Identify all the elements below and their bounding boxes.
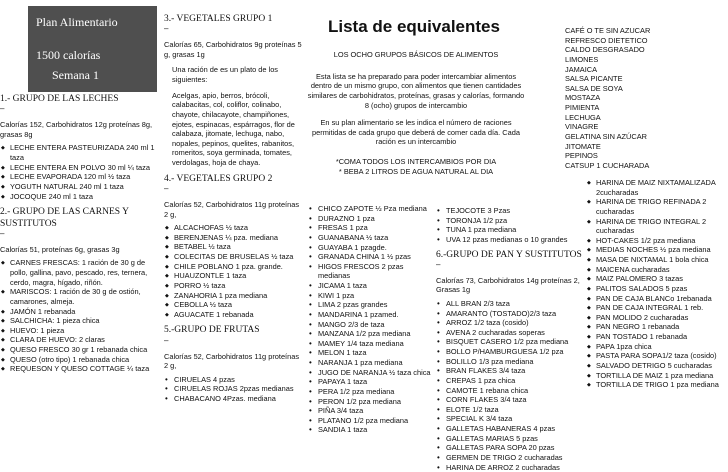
section-heading-pan: 6.-GRUPO DE PAN Y SUSTITUTOS [436, 249, 582, 260]
list-item: ◆ MAICENA cucharadas [586, 265, 726, 275]
list-item: • PLATANO 1/2 pza mediana [308, 416, 432, 426]
list-item: ◆ SALVADO DETRIGO 5 cucharadas [586, 361, 726, 371]
list-item: • PAPAYA 1 taza [308, 377, 432, 387]
carnes-list [0, 258, 160, 374]
list-item: ◆ PASTA PARA SOPA1/2 taza (cosido) [586, 351, 726, 361]
list-item: ◆ BETABEL ½ taza [164, 242, 304, 252]
list-item: ◆ CLARA DE HUEVO: 2 claras [0, 335, 160, 345]
list-item: • TUNA 1 pza mediana [436, 225, 584, 235]
list-item: ◆ PAN DE CAJA BLANCo 1rebanada [586, 294, 726, 304]
plan-calories: 1500 calorías [36, 48, 101, 62]
list-item: • CIRUELAS 4 pzas [164, 375, 304, 385]
list-item: CATSUP 1 CUCHARADA [565, 160, 650, 170]
pan-nutrition: Calorías 73, Carbohidratos 14g proteínas 2, Grasas 1g [436, 275, 580, 295]
list-item: • ALL BRAN 2/3 taza [436, 299, 584, 309]
frutas-nutrition: Calorías 52, Carbohidratos 11g proteínas 2 g, [164, 351, 300, 371]
frutas-list-c [436, 206, 584, 245]
list-item: • BOLILLO 1/3 pza mediana [436, 357, 584, 367]
list-item: ◆ HARINA DE MAIZ NIXTAMALIZADA 2cucharadas [586, 178, 726, 197]
list-item: • ARROZ 1/2 taza (cosido) [436, 318, 584, 328]
list-item: MOSTAZA [565, 93, 601, 103]
list-item: • LIMA 2 pzas grandes [308, 300, 432, 310]
leches-list [0, 143, 160, 201]
pan-list-continued [586, 178, 726, 390]
list-item: ◆ MEDIAS NOCHES ½ pza mediana [586, 245, 726, 255]
list-item: ◆ HOT-CAKES 1/2 pza mediana [586, 236, 726, 246]
list-item: ◆ PAN NEGRO 1 rebanada [586, 322, 726, 332]
list-item: • MANZANA 1/2 pza mediana [308, 329, 432, 339]
leches-nutrition: Calorías 152, Carbohidratos 12g proteínas 8g, grasas 8g [0, 120, 153, 139]
list-item: ◆ REQUESON Y QUESO COTTAGE ¼ taza [0, 364, 160, 374]
list-item: • CREPAS 1 pza chica [436, 376, 584, 386]
page-title: Lista de equivalentes [328, 17, 500, 36]
list-item: • KIWI 1 pza [308, 291, 432, 301]
list-item: ◆ HUAUZONTLE 1 taza [164, 271, 304, 281]
frutas-list-b [308, 204, 432, 435]
column-4 [436, 206, 584, 472]
frutas-list-a [164, 375, 304, 404]
list-item: REFRESCO DIETETICO [565, 35, 648, 45]
section-heading-leches: 1.- GRUPO DE LAS LECHES [0, 94, 119, 104]
list-item: • BRAN FLAKES 3/4 taza [436, 366, 584, 376]
section-dash: – [164, 24, 169, 34]
list-item: • NARANJA 1 pza mediana [308, 358, 432, 368]
section-heading-carnes: 2.- GRUPO DE LAS CARNES Y SUSTITUTOS [0, 207, 129, 229]
list-item: • FRESAS 1 pza [308, 223, 432, 233]
vegetales1-list: Acelgas, apio, berros, brócoli, calabacitas, col, coliflor, colinabo, chayote, chilacayote, champiñones, ejotes, espinacas, espárragos, flor de calabaza, jitomate, lechuga, nabo, nopales, pepinos, quelites, rabanitos, romeritos, soya germinada, tomates, verdolagas, hoja de chaya. [172, 90, 295, 168]
list-item: • CAMOTE 1 rebana chica [436, 386, 584, 396]
list-item: • GALLETAS PARA SOPA 20 pzas [436, 443, 584, 453]
list-item: • CHABACANO 4Pzas. mediana [164, 394, 304, 404]
list-item: GELATINA SIN AZÚCAR [565, 131, 647, 141]
list-item: • GALLETAS MARIAS 5 pzas [436, 434, 584, 444]
list-item: ◆ COLECITAS DE BRUSELAS ½ taza [164, 252, 304, 262]
list-item: • DURAZNO 1 pza [308, 214, 432, 224]
list-item: ◆ PAN MOLIDO 2 cucharadas [586, 313, 726, 323]
column-5 [586, 178, 726, 472]
list-item: ◆ ALCACHOFAS ½ taza [164, 223, 304, 233]
list-item: • GERMEN DE TRIGO 2 cucharadas [436, 453, 584, 463]
list-item: ◆ TORTILLA DE MAIZ 1 pza mediana [586, 371, 726, 381]
intro-paragraph-1: Esta lista se ha preparado para poder intercambiar alimentos dentro de un mismo grupo, con alimentos que tienen cantidades similares de carbohidratos, proteínas, grasas y calorías, formando 8 (ocho) grupos de intercambio [307, 71, 525, 110]
list-item: ◆ CHILE POBLANO 1 pza. grande. [164, 262, 304, 272]
list-item: ◆ YOGUTH NATURAL 240 ml 1 taza [0, 182, 160, 192]
list-item: ◆ LECHE ENTERA PASTEURIZADA 240 ml 1 taza [0, 143, 160, 162]
vegetales1-nutrition: Calorías 65, Carbohidratos 9g proteínas 5 g, grasas 1g [164, 40, 302, 59]
list-item: ◆ MARISCOS: 1 ración de 30 g de ostión, camarones, almeja. [0, 287, 160, 306]
section-heading-vegetales-1: 3.- VEGETALES GRUPO 1 [164, 14, 273, 24]
list-item: • PIÑA 3/4 taza [308, 406, 432, 416]
list-item: • GALLETAS HABANERAS 4 pzas [436, 424, 584, 434]
list-item: PEPINOS [565, 151, 598, 161]
list-item: LIMONES [565, 54, 599, 64]
list-item: ◆ HARINA DE TRIGO INTEGRAL 2 cucharadas [586, 217, 726, 236]
plan-title: Plan Alimentario [36, 15, 118, 29]
list-item: ◆ MAIZ PALOMERO 3 tazas [586, 274, 726, 284]
list-item: SALSA PICANTE [565, 74, 623, 84]
section-dash: – [164, 184, 169, 194]
vegetales2-nutrition: Calorías 52, Carbohidratos 11g proteínas 2 g, [164, 199, 300, 219]
free-foods-list [565, 26, 725, 174]
plan-week: Semana 1 [52, 68, 99, 82]
section-dash: – [436, 259, 441, 269]
list-item: • MAMEY 1/4 taza mediana [308, 339, 432, 349]
list-item: • MANGO 2/3 de taza [308, 320, 432, 330]
section-dash: – [0, 228, 5, 238]
list-item: JAMAICA [565, 64, 598, 74]
list-item: • SPECIAL K 3/4 taza [436, 414, 584, 424]
list-item: ◆ LECHE EVAPORADA 120 ml ½ taza [0, 172, 160, 182]
pan-list [436, 299, 584, 472]
column-1 [0, 94, 160, 472]
list-item: CAFÉ O TE SIN AZUCAR [565, 26, 651, 35]
vegetales2-list [164, 223, 304, 319]
list-item: ◆ BERENJENAS ¼ pza. mediana [164, 233, 304, 243]
list-item: • SANDIA 1 taza [308, 425, 432, 435]
list-item: • ELOTE 1/2 taza [436, 405, 584, 415]
list-item: ◆ LECHE ENTERA EN POLVO 30 ml ¼ taza [0, 163, 160, 173]
list-item: • GUAYABA 1 pzagde. [308, 243, 432, 253]
list-item: ◆ CEBOLLA ½ taza [164, 300, 304, 310]
list-item: ◆ QUESO (otro tipo) 1 rebanada chica [0, 355, 160, 365]
list-item: • HIGOS FRESCOS 2 pzas medianas [308, 262, 432, 281]
list-item: ◆ MASA DE NIXTAMAL 1 bola chica [586, 255, 726, 265]
list-item: • TEJOCOTE 3 Pzas [436, 206, 584, 216]
list-item: VINAGRE [565, 122, 599, 132]
list-item: ◆ AGUACATE 1 rebanada [164, 310, 304, 320]
list-item: • CIRUELAS ROJAS 2pzas medianas [164, 384, 304, 394]
list-item: • MANDARINA 1 pzamed. [308, 310, 432, 320]
intro-note-1: *COMA TODOS LOS INTERCAMBIOS POR DIA [335, 157, 497, 166]
list-item: ◆ TORTILLA DE TRIGO 1 pza mediana [586, 380, 726, 390]
list-item: ◆ SALCHICHA: 1 pieza chica [0, 316, 160, 326]
carnes-nutrition: Calorías 51, proteínas 6g, grasas 3g [0, 244, 120, 254]
list-item: ◆ PALITOS SALADOS 5 pzas [586, 284, 726, 294]
list-item: • GUANABANA ½ taza [308, 233, 432, 243]
column-2 [164, 14, 304, 472]
list-item: ◆ PORRO ½ taza [164, 281, 304, 291]
list-item: • AMARANTO (TOSTADO)2/3 taza [436, 309, 584, 319]
list-item: ◆ QUESO FRESCO 30 gr 1 rebanada chica [0, 345, 160, 355]
list-item: • GRANADA CHINA 1 ½ pzas [308, 252, 432, 262]
list-item: ◆ HUEVO: 1 pieza [0, 326, 160, 336]
intro-note-2: * BEBA 2 LITROS DE AGUA NATURAL AL DIA [338, 166, 494, 176]
list-item: • PERON 1/2 pza mediana [308, 397, 432, 407]
intro-subtitle: LOS OCHO GRUPOS BÁSICOS DE ALIMENTOS [333, 50, 499, 59]
list-item: ◆ ZANAHORIA 1 pza mediana [164, 291, 304, 301]
list-item: JITOMATE [565, 141, 601, 151]
list-item: • AVENA 2 cucharadas soperas [436, 328, 584, 338]
list-item: ◆ PAN TOSTADO 1 rebanada [586, 332, 726, 342]
intro-block [305, 50, 527, 200]
section-dash: – [0, 104, 5, 114]
column-3 [308, 204, 432, 472]
section-heading-vegetales-2: 4.- VEGETALES GRUPO 2 [164, 173, 273, 184]
list-item: • BISQUET CASERO 1/2 pza mediana [436, 337, 584, 347]
list-item: • JICAMA 1 taza [308, 281, 432, 291]
vegetales1-intro: Una ración de es un plato de los siguientes: [172, 65, 279, 85]
list-item: ◆ PAN DE CAJA INTEGRAL 1 reb. [586, 303, 726, 313]
list-item: • CHICO ZAPOTE ½ Pza mediana [308, 204, 432, 214]
list-item: • TORONJA 1/2 pza [436, 216, 584, 226]
list-item: • HARINA DE ARROZ 2 cucharadas [436, 463, 584, 472]
section-dash: – [164, 335, 169, 345]
list-item: • BOLLO P/HAMBURGUESA 1/2 pza [436, 347, 584, 357]
list-item: • UVA 12 pzas medianas o 10 grandes [436, 235, 584, 245]
list-item: • MELON 1 taza [308, 348, 432, 358]
list-item: ◆ PAPA 1pza chica [586, 342, 726, 352]
list-item: ◆ JAMÓN 1 rebanada [0, 307, 160, 317]
list-item: ◆ CARNES FRESCAS: 1 ración de 30 g de pollo, gallina, pavo, pescado, res, ternera, cerdo, magra, hígado, riñón. [0, 258, 160, 287]
list-item: • JUGO DE NARANJA ½ taza chica [308, 368, 432, 378]
list-item: • PERA 1/2 pza mediana [308, 387, 432, 397]
intro-paragraph-2: En su plan alimentario se les indica el número de raciones permitidas de cada grupo que deberá de comer cada día. Cada ración es un intercambio [312, 118, 520, 147]
list-item: CALDO DESGRASADO [565, 45, 645, 55]
section-heading-frutas: 5.-GRUPO DE FRUTAS [164, 325, 260, 336]
list-item: PIMIENTA [565, 103, 600, 112]
plan-header-box [28, 6, 157, 92]
list-item: ◆ JOCOQUE 240 ml 1 taza [0, 192, 160, 202]
list-item: LECHUGA [565, 112, 601, 122]
list-item: SALSA DE SOYA [565, 83, 623, 93]
list-item: • CORN FLAKES 3/4 taza [436, 395, 584, 405]
list-item: ◆ HARINA DE TRIGO REFINADA 2 cucharadas [586, 197, 726, 216]
